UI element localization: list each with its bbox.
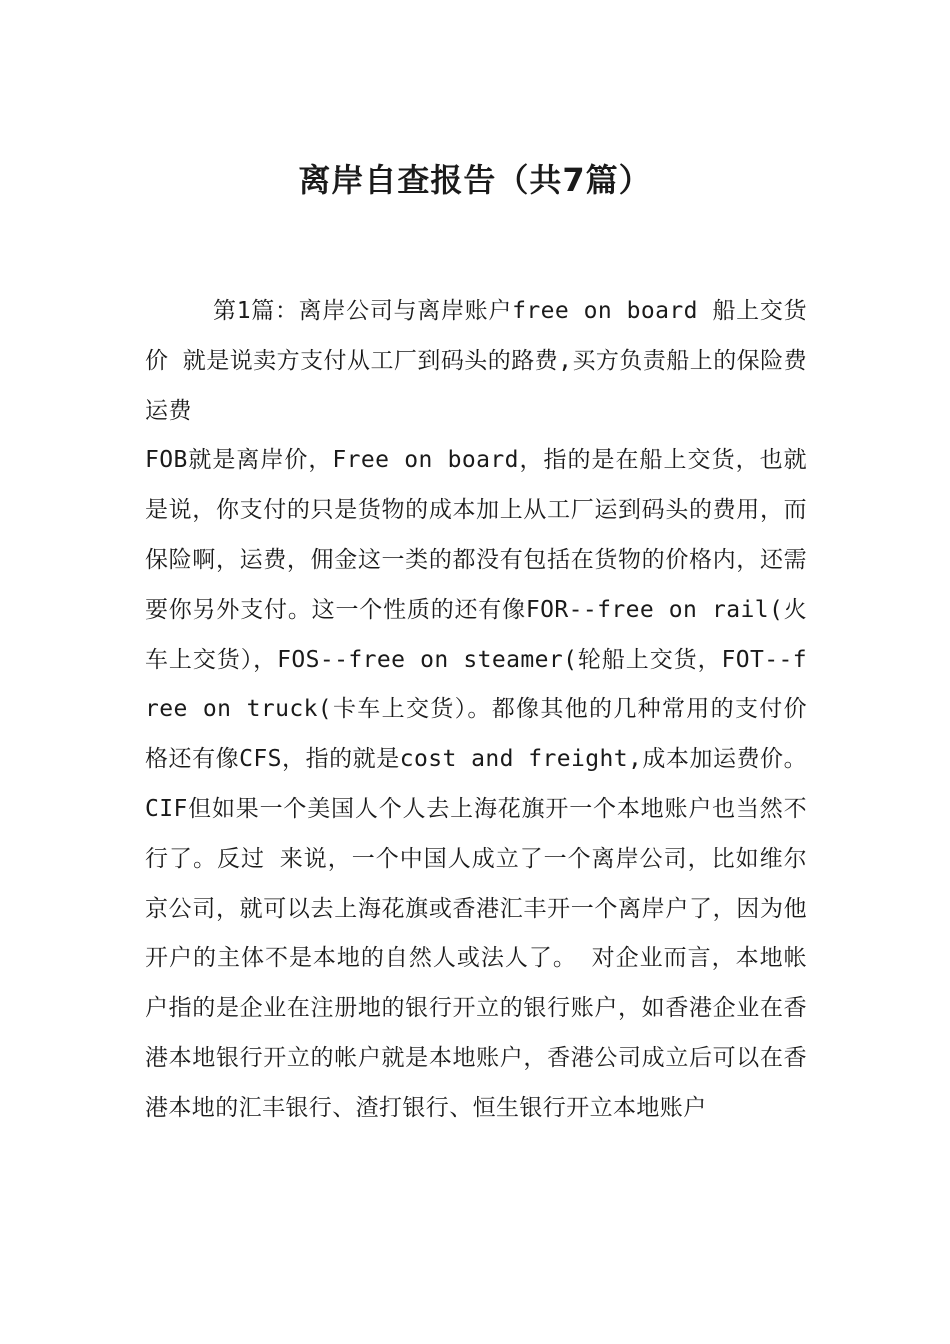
paragraph-1: 第1篇：离岸公司与离岸账户free on board 船上交货价 就是说卖方支付从工厂到码头的路费,买方负责船上的保险费 运费 bbox=[145, 298, 807, 424]
paragraph-2: FOB就是离岸价，Free on board，指的是在船上交货，也就是说，你支付的只是货物的成本加上从工厂运到码头的费用，而保险啊，运费，佣金这一类的都没有包括在货物的价格内，还需要你另外支付。这一个性质的还有像FOR--free on rail(火车上交货），FOS--free on steamer(轮船上交货，FOT--free on truck(卡车上交货）。都像其他的几种常用的支付价格还有像CFS，指的就是cost and freight,成本加运费价。CIF但如果一个美国人个人去上海花旗开一个本地账户也当然不行了。反过 来说，一个中国人成立了一个离岸公司，比如维尔京公司，就可以去上海花旗或香港汇丰开一个离岸户了，因为他开户的主体不是本地的自然人或法人了。 对企业而言，本地帐户指的是企业在注册地的银行开立的银行账户，如香港企业在香港本地银行开立的帐户就是本地账户，香港公司成立后可以在香港本地的汇丰银行、渣打银行、恒生银行开立本地账户 bbox=[145, 447, 807, 1121]
document-body bbox=[145, 287, 807, 1134]
document-title: 离岸自查报告（共7篇） bbox=[298, 161, 652, 199]
